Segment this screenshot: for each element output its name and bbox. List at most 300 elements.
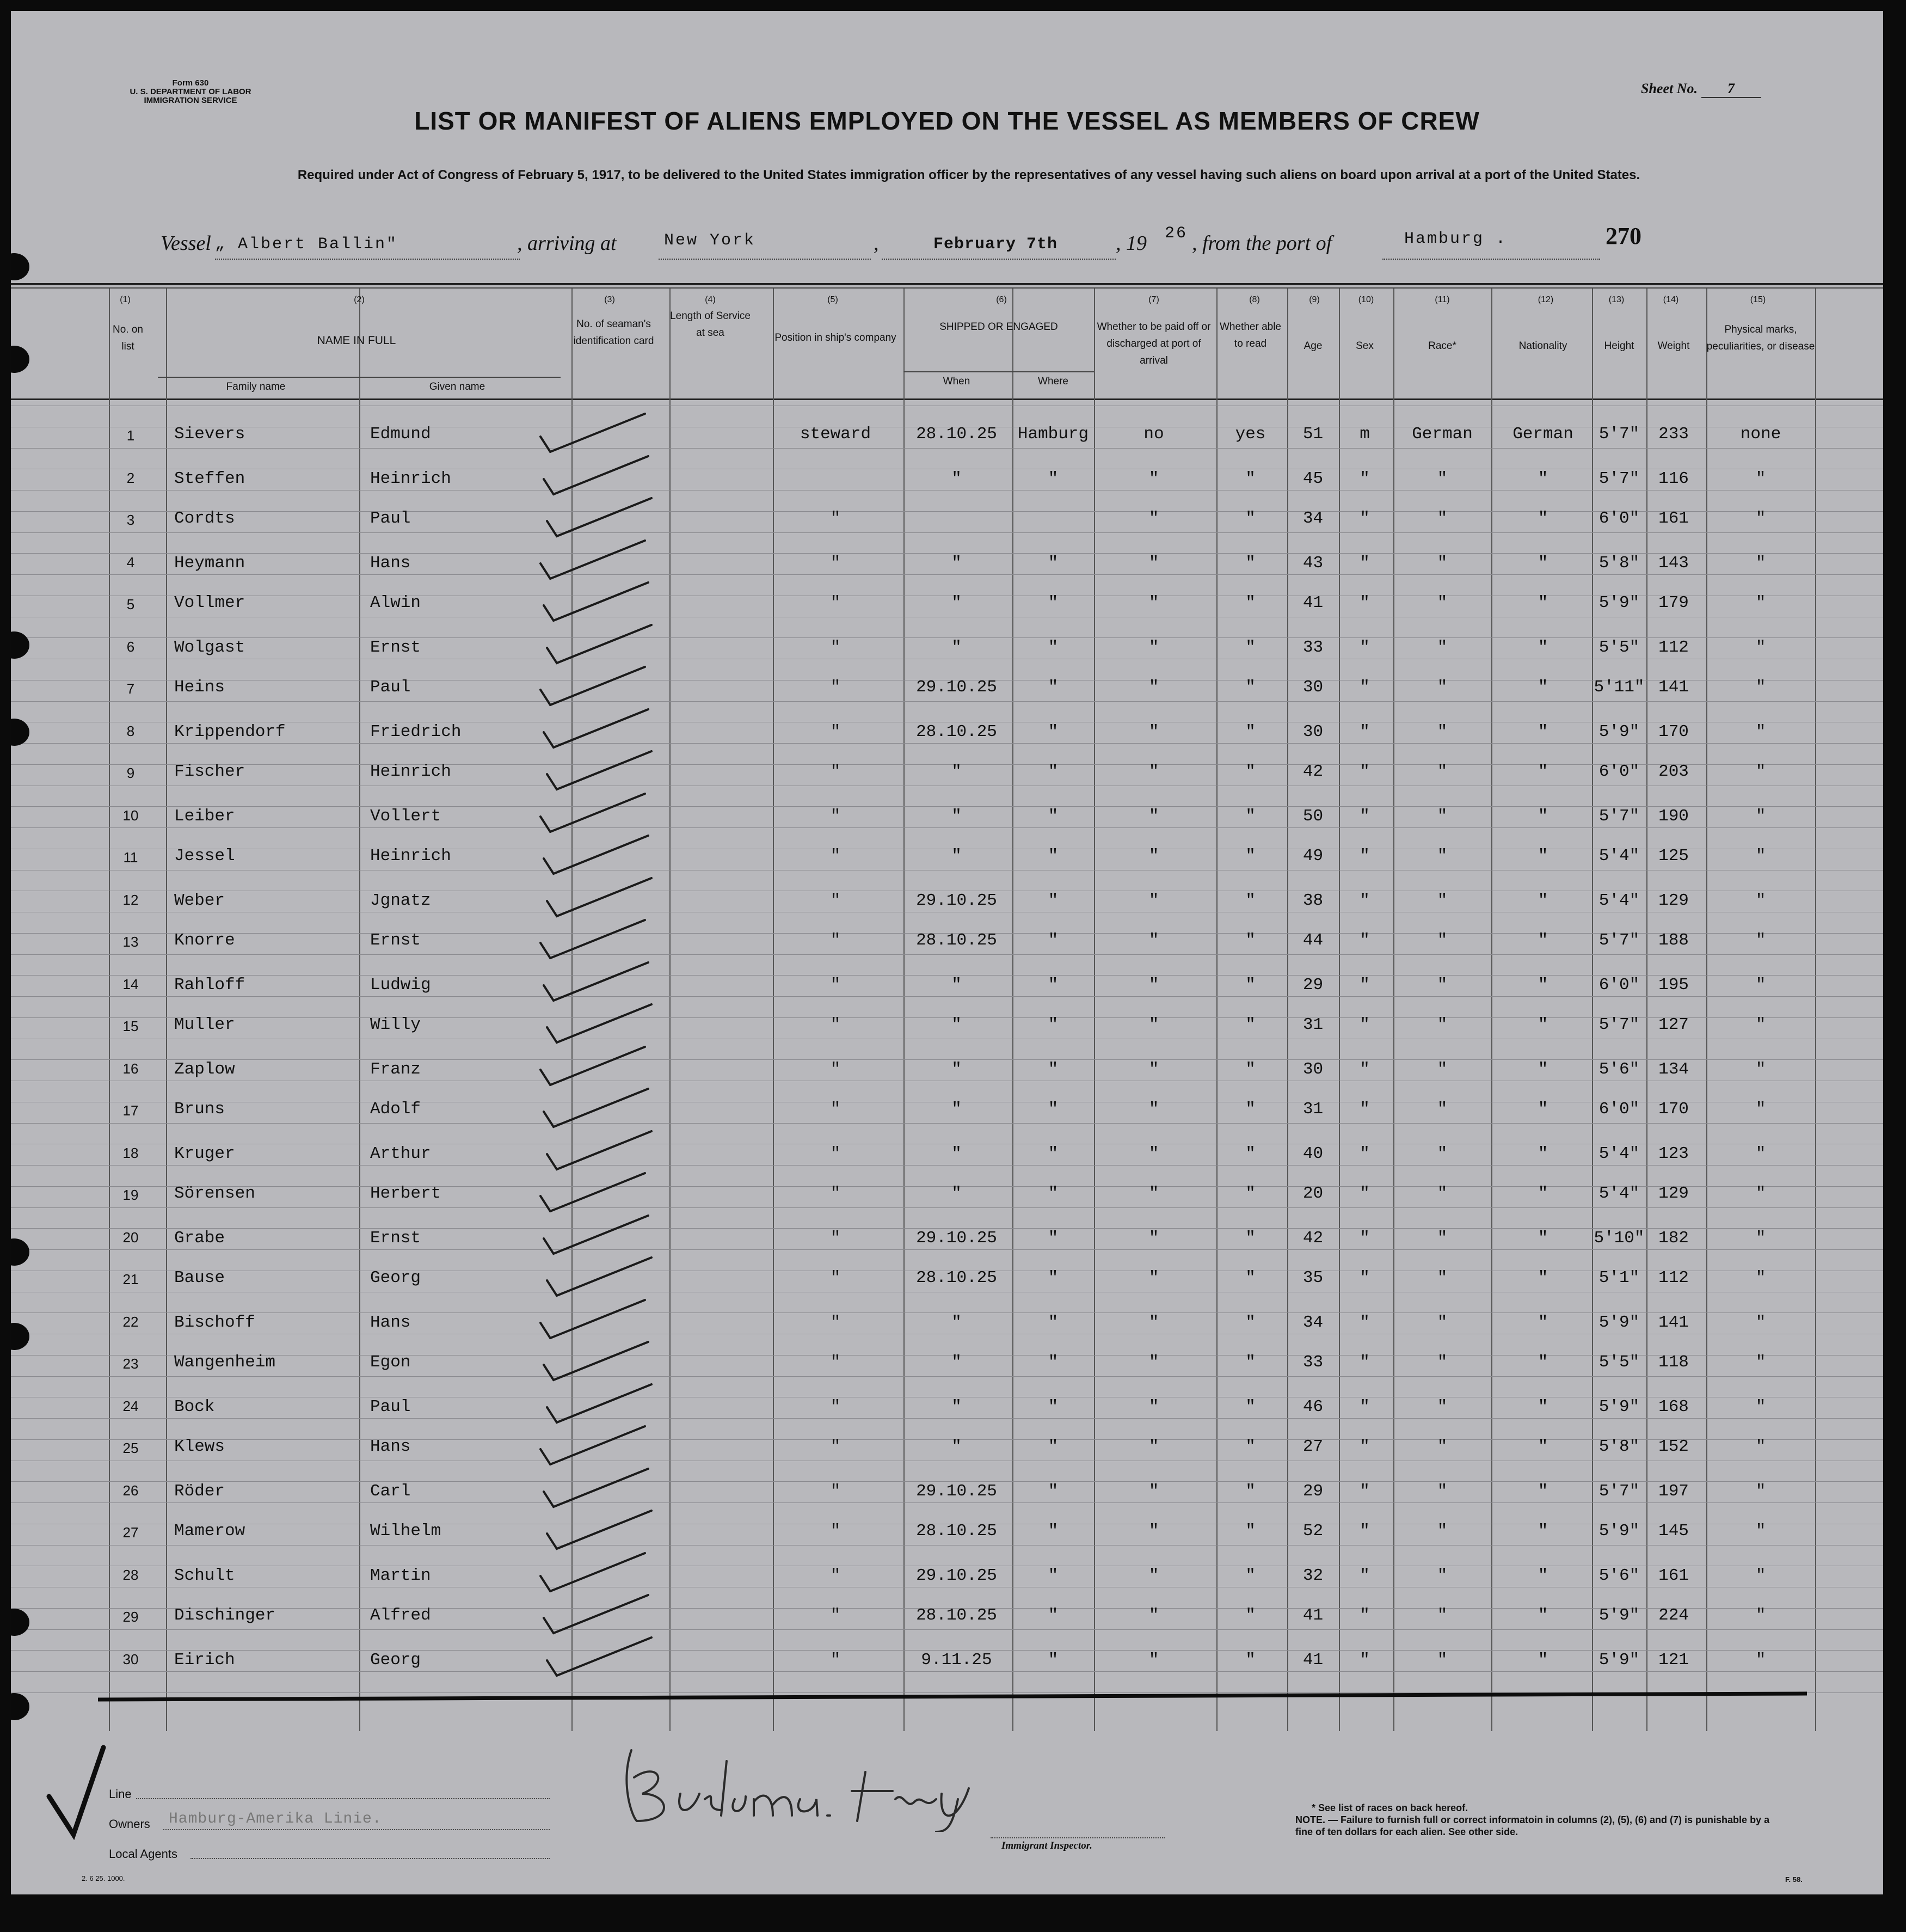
cell-sex: " (1360, 975, 1370, 995)
cell-weight: 141 (1658, 1312, 1689, 1332)
cell-race: " (1437, 1481, 1448, 1501)
col-physical-marks: Physical marks, peculiarities, or disease (1706, 324, 1815, 352)
row-number: 11 (123, 849, 138, 866)
cell-able-to-read: " (1245, 722, 1256, 741)
ruled-line (11, 1671, 1883, 1672)
local-agents-label: Local Agents (109, 1847, 177, 1861)
cell-able-to-read: " (1245, 1100, 1256, 1119)
cell-nationality: " (1538, 1650, 1548, 1670)
cell-nationality: " (1538, 1268, 1548, 1287)
cell-age: 30 (1302, 678, 1324, 697)
race-note: * See list of races on back hereof. (1312, 1802, 1468, 1813)
cell-sex: " (1360, 1437, 1370, 1456)
cell-race: " (1437, 1566, 1448, 1585)
cell-shipped-when: 29.10.25 (916, 1228, 997, 1248)
cell-nationality: " (1538, 847, 1548, 866)
colnum-10: (10) (1358, 295, 1374, 304)
cell-physical-marks: " (1755, 1650, 1766, 1670)
cell-family-name: Bock (174, 1397, 215, 1416)
column-rule (1216, 289, 1218, 1731)
cell-height: 5'6" (1598, 1059, 1640, 1079)
row-number: 24 (122, 1397, 139, 1414)
cell-nationality: " (1538, 1397, 1548, 1416)
cell-nationality: " (1538, 509, 1548, 528)
binder-hole-5 (11, 1238, 29, 1266)
cell-race: " (1437, 1184, 1448, 1203)
row-number: 16 (122, 1060, 139, 1077)
arrival-port: New York (664, 231, 756, 250)
cell-family-name: Leiber (174, 806, 235, 826)
cell-age: 41 (1302, 1606, 1324, 1625)
cell-physical-marks: " (1755, 637, 1766, 657)
vessel-name: „ Albert Ballin" (215, 235, 398, 254)
cell-paid-off: " (1148, 1100, 1159, 1119)
cell-paid-off: " (1148, 1059, 1159, 1079)
departure-underline (1382, 259, 1600, 260)
cell-sex: " (1360, 1312, 1370, 1332)
cell-nationality: " (1538, 1481, 1548, 1501)
cell-able-to-read: " (1245, 469, 1256, 488)
cell-race: " (1437, 762, 1448, 781)
cell-given-name: Alfred (370, 1606, 431, 1625)
inspector-underline (991, 1837, 1165, 1838)
ruled-line (11, 1502, 1883, 1503)
cell-physical-marks: " (1755, 1481, 1766, 1501)
cell-nationality: " (1538, 1606, 1548, 1625)
cell-paid-off: " (1148, 1015, 1159, 1034)
binder-hole-3 (11, 631, 29, 659)
cell-weight: 112 (1658, 637, 1689, 657)
cell-position: " (830, 1481, 841, 1501)
column-rule (773, 289, 774, 1731)
cell-weight: 112 (1658, 1268, 1689, 1287)
cell-race: " (1437, 847, 1448, 866)
cell-paid-off: " (1148, 1566, 1159, 1585)
cell-physical-marks: " (1755, 1397, 1766, 1416)
cell-age: 44 (1302, 931, 1324, 950)
cell-shipped-where: " (1048, 975, 1059, 995)
arrival-underline (659, 259, 871, 260)
cell-position: " (830, 1606, 841, 1625)
cell-sex: " (1360, 509, 1370, 528)
page-title: LIST OR MANIFEST OF ALIENS EMPLOYED ON THE VESSEL AS MEMBERS OF CREW (414, 107, 1480, 135)
ruled-line (11, 1629, 1883, 1630)
column-rule (1339, 289, 1340, 1731)
cell-race: " (1437, 1522, 1448, 1541)
cell-age: 43 (1302, 553, 1324, 573)
row-number: 13 (122, 934, 139, 950)
date-underline (882, 259, 1116, 260)
cell-height: 6'0" (1598, 509, 1640, 528)
cell-sex: " (1360, 1566, 1370, 1585)
cell-sex: " (1360, 1100, 1370, 1119)
cell-weight: 145 (1658, 1522, 1689, 1541)
cell-paid-off: " (1148, 1228, 1159, 1248)
cell-physical-marks: " (1755, 469, 1766, 488)
cell-paid-off: " (1148, 1481, 1159, 1501)
cell-able-to-read: " (1245, 847, 1256, 866)
row-number: 29 (122, 1609, 139, 1625)
cell-age: 29 (1302, 975, 1324, 995)
cell-family-name: Eirich (174, 1650, 235, 1670)
colnum-5: (5) (827, 295, 838, 304)
col-able-to-read: Whether able to read (1219, 321, 1281, 349)
cell-race: " (1437, 637, 1448, 657)
cell-height: 6'0" (1598, 1100, 1640, 1119)
col-when: When (943, 376, 970, 387)
cell-weight: 170 (1658, 722, 1689, 741)
cell-age: 30 (1302, 1059, 1324, 1079)
cell-given-name: Paul (370, 1397, 411, 1416)
colnum-13: (13) (1608, 295, 1625, 304)
owners-label: Owners (109, 1817, 150, 1831)
cell-weight: 224 (1658, 1606, 1689, 1625)
agents-underline (190, 1858, 550, 1859)
cell-weight: 134 (1658, 1059, 1689, 1079)
print-code: 2. 6 25. 1000. (82, 1874, 125, 1882)
cell-shipped-where: " (1048, 847, 1059, 866)
cell-able-to-read: " (1245, 1184, 1256, 1203)
ruled-line (11, 574, 1883, 575)
cell-physical-marks: " (1755, 553, 1766, 573)
cell-sex: " (1360, 678, 1370, 697)
cell-position: " (830, 1437, 841, 1456)
colnum-12: (12) (1538, 295, 1554, 304)
cell-weight: 121 (1658, 1650, 1689, 1670)
cell-sex: " (1360, 1353, 1370, 1372)
cell-height: 5'10" (1594, 1228, 1645, 1248)
cell-paid-off: " (1148, 1268, 1159, 1287)
cell-nationality: " (1538, 1015, 1548, 1034)
cell-race: " (1437, 1015, 1448, 1034)
cell-given-name: Edmund (370, 425, 431, 444)
cell-position: " (830, 1566, 841, 1585)
cell-family-name: Cordts (174, 509, 235, 528)
cell-family-name: Grabe (174, 1228, 225, 1248)
cell-nationality: " (1538, 891, 1548, 910)
line-underline (136, 1798, 550, 1799)
cell-physical-marks: " (1755, 762, 1766, 781)
row-number: 30 (122, 1651, 139, 1667)
cell-shipped-when: 29.10.25 (916, 891, 997, 910)
cell-able-to-read: " (1245, 1015, 1256, 1034)
cell-position: " (830, 847, 841, 866)
cell-age: 50 (1302, 806, 1324, 826)
col-where: Where (1038, 376, 1068, 387)
cell-family-name: Röder (174, 1481, 225, 1501)
cell-shipped-when: " (951, 1437, 962, 1456)
cell-physical-marks: " (1755, 722, 1766, 741)
row-number: 10 (122, 807, 139, 824)
cell-age: 31 (1302, 1100, 1324, 1119)
cell-given-name: Egon (370, 1353, 411, 1372)
owners-underline (163, 1829, 550, 1830)
vessel-label: Vessel (161, 232, 211, 255)
cell-height: 5'5" (1598, 637, 1640, 657)
cell-shipped-where: " (1048, 678, 1059, 697)
cell-given-name: Arthur (370, 1144, 431, 1163)
col-age: Age (1304, 340, 1323, 352)
row-number: 14 (122, 976, 139, 992)
row-number: 20 (122, 1229, 139, 1246)
cell-physical-marks: " (1755, 1268, 1766, 1287)
cell-nationality: " (1538, 975, 1548, 995)
cell-physical-marks: " (1755, 1353, 1766, 1372)
col-sex: Sex (1356, 340, 1374, 352)
binder-hole-1 (11, 253, 29, 280)
cell-height: 5'4" (1598, 1144, 1640, 1163)
cell-nationality: " (1538, 637, 1548, 657)
cell-weight: 195 (1658, 975, 1689, 995)
cell-given-name: Ludwig (370, 975, 431, 995)
cell-able-to-read: " (1245, 1228, 1256, 1248)
cell-able-to-read: " (1245, 806, 1256, 826)
cell-shipped-when: 28.10.25 (916, 722, 997, 741)
cell-age: 49 (1302, 847, 1324, 866)
cell-shipped-where: " (1048, 1268, 1059, 1287)
cell-position: " (830, 1397, 841, 1416)
cell-sex: " (1360, 553, 1370, 573)
cell-family-name: Muller (174, 1015, 235, 1034)
cell-able-to-read: " (1245, 1606, 1256, 1625)
cell-able-to-read: " (1245, 1059, 1256, 1079)
cell-position: steward (800, 425, 871, 444)
table-top-rule (11, 283, 1883, 285)
cell-physical-marks: " (1755, 891, 1766, 910)
cell-paid-off: " (1148, 1606, 1159, 1625)
cell-race: " (1437, 1268, 1448, 1287)
arrival-date: February 7th (933, 235, 1058, 254)
cell-given-name: Franz (370, 1059, 421, 1079)
cell-able-to-read: " (1245, 1144, 1256, 1163)
cell-given-name: Paul (370, 678, 411, 697)
cell-physical-marks: " (1755, 1100, 1766, 1119)
cell-paid-off: " (1148, 1184, 1159, 1203)
cell-shipped-where: " (1048, 1144, 1059, 1163)
cell-paid-off: " (1148, 891, 1159, 910)
cell-paid-off: " (1148, 1312, 1159, 1332)
cell-nationality: " (1538, 1059, 1548, 1079)
cell-given-name: Heinrich (370, 847, 451, 866)
column-rule (1094, 289, 1095, 1731)
cell-weight: 168 (1658, 1397, 1689, 1416)
ruled-line (11, 827, 1883, 828)
column-rule (1393, 289, 1394, 1731)
cell-given-name: Vollert (370, 806, 441, 826)
cell-given-name: Ernst (370, 1228, 421, 1248)
cell-physical-marks: " (1755, 1228, 1766, 1248)
cell-height: 5'9" (1598, 593, 1640, 612)
cell-family-name: Wolgast (174, 637, 245, 657)
cell-age: 34 (1302, 1312, 1324, 1332)
line-label: Line (109, 1787, 132, 1801)
cell-able-to-read: yes (1235, 425, 1266, 444)
cell-age: 38 (1302, 891, 1324, 910)
cell-sex: " (1360, 1059, 1370, 1079)
cell-height: 5'5" (1598, 1353, 1640, 1372)
sheet-number: 7 (1701, 81, 1761, 98)
cell-weight: 179 (1658, 593, 1689, 612)
cell-shipped-where: " (1048, 1566, 1059, 1585)
column-rule (1592, 289, 1593, 1731)
cell-shipped-when: " (951, 637, 962, 657)
cell-paid-off: " (1148, 1144, 1159, 1163)
cell-position: " (830, 509, 841, 528)
cell-weight: 125 (1658, 847, 1689, 866)
cell-shipped-when: 28.10.25 (916, 1268, 997, 1287)
cell-family-name: Vollmer (174, 593, 245, 612)
cell-age: 20 (1302, 1184, 1324, 1203)
cell-shipped-when: 28.10.25 (916, 931, 997, 950)
colnum-9: (9) (1309, 295, 1320, 304)
binder-hole-4 (11, 719, 29, 746)
cell-shipped-where: " (1048, 553, 1059, 573)
cell-position: " (830, 1144, 841, 1163)
cell-physical-marks: " (1755, 1015, 1766, 1034)
colnum-4: (4) (705, 295, 716, 304)
cell-race: " (1437, 1144, 1448, 1163)
cell-nationality: " (1538, 1228, 1548, 1248)
cell-family-name: Jessel (174, 847, 235, 866)
cell-nationality: " (1538, 1312, 1548, 1332)
col-name-in-full: NAME IN FULL (317, 334, 396, 347)
cell-physical-marks: " (1755, 509, 1766, 528)
colnum-14: (14) (1663, 295, 1679, 304)
colnum-3: (3) (604, 295, 615, 304)
cell-given-name: Alwin (370, 593, 421, 612)
cell-sex: " (1360, 847, 1370, 866)
column-rule (1012, 289, 1013, 1731)
col-paid-off: Whether to be paid off or discharged at port of arrival (1097, 321, 1211, 366)
from-port-label: , from the port of (1192, 232, 1332, 255)
cell-nationality: " (1538, 1566, 1548, 1585)
column-rule (903, 289, 905, 1731)
cell-able-to-read: " (1245, 637, 1256, 657)
cell-height: 5'8" (1598, 1437, 1640, 1456)
cell-family-name: Sievers (174, 425, 245, 444)
cell-age: 29 (1302, 1481, 1324, 1501)
inspector-label: Immigrant Inspector. (1001, 1840, 1092, 1851)
colnum-6: (6) (996, 295, 1007, 304)
row-number: 28 (122, 1566, 139, 1583)
ruled-line (11, 1207, 1883, 1208)
cell-age: 52 (1302, 1522, 1324, 1541)
cell-race: " (1437, 975, 1448, 995)
cell-age: 32 (1302, 1566, 1324, 1585)
column-rule (166, 289, 167, 1731)
cell-able-to-read: " (1245, 1437, 1256, 1456)
cell-shipped-when: " (951, 1397, 962, 1416)
cell-shipped-when: 29.10.25 (916, 1566, 997, 1585)
cell-physical-marks: " (1755, 1437, 1766, 1456)
row-number: 22 (122, 1313, 139, 1330)
binder-hole-8 (11, 1693, 29, 1720)
cell-shipped-when: 28.10.25 (916, 425, 997, 444)
fine-note: NOTE. — Failure to furnish full or correct informatoin in columns (2), (5), (6) and (7) is punishable by a fine of ten dollars for each alien. See other side. (1295, 1814, 1770, 1837)
cell-position: " (830, 1184, 841, 1203)
cell-nationality: German (1512, 425, 1573, 444)
manifest-sheet (11, 11, 1883, 1894)
ruled-line (11, 701, 1883, 702)
cell-age: 31 (1302, 1015, 1324, 1034)
cell-position: " (830, 1100, 841, 1119)
cell-position: " (830, 553, 841, 573)
cell-shipped-where: " (1048, 637, 1059, 657)
cell-able-to-read: " (1245, 678, 1256, 697)
cell-age: 46 (1302, 1397, 1324, 1416)
cell-age: 34 (1302, 509, 1324, 528)
cell-position: " (830, 1015, 841, 1034)
cell-shipped-where: " (1048, 1522, 1059, 1541)
cell-age: 42 (1302, 762, 1324, 781)
cell-physical-marks: " (1755, 1522, 1766, 1541)
row-number: 6 (126, 638, 135, 655)
cell-shipped-when: " (951, 975, 962, 995)
cell-given-name: Ernst (370, 931, 421, 950)
cell-family-name: Zaplow (174, 1059, 235, 1079)
large-check-mark-icon (44, 1742, 120, 1840)
cell-shipped-when: " (951, 1100, 962, 1119)
cell-family-name: Kruger (174, 1144, 235, 1163)
cell-weight: 129 (1658, 1184, 1689, 1203)
cell-shipped-where: " (1048, 1606, 1059, 1625)
cell-physical-marks: " (1755, 847, 1766, 866)
cell-weight: 188 (1658, 931, 1689, 950)
cell-race: " (1437, 1228, 1448, 1248)
cell-paid-off: " (1148, 1650, 1159, 1670)
cell-family-name: Steffen (174, 469, 245, 488)
cell-sex: " (1360, 637, 1370, 657)
column-rule (1646, 289, 1647, 1731)
cell-given-name: Martin (370, 1566, 431, 1585)
cell-height: 5'7" (1598, 425, 1640, 444)
cell-able-to-read: " (1245, 553, 1256, 573)
cell-shipped-when: 28.10.25 (916, 1606, 997, 1625)
cell-shipped-when: " (951, 593, 962, 612)
year-suffix: 26 (1165, 224, 1188, 243)
cell-height: 5'1" (1598, 1268, 1640, 1287)
cell-height: 5'11" (1594, 678, 1645, 697)
cell-given-name: Heinrich (370, 762, 451, 781)
column-rule (1491, 289, 1492, 1731)
cell-shipped-where: " (1048, 931, 1059, 950)
cell-sex: " (1360, 931, 1370, 950)
sheet-label: Sheet No. (1641, 81, 1698, 96)
cell-physical-marks: " (1755, 1566, 1766, 1585)
cell-shipped-where: " (1048, 806, 1059, 826)
cell-height: 5'4" (1598, 891, 1640, 910)
cell-given-name: Herbert (370, 1184, 441, 1203)
cell-position: " (830, 1059, 841, 1079)
cell-shipped-where: " (1048, 469, 1059, 488)
cell-shipped-where: " (1048, 891, 1059, 910)
cell-given-name: Wilhelm (370, 1522, 441, 1541)
colnum-15: (15) (1750, 295, 1766, 304)
print-code-right: F. 58. (1785, 1875, 1803, 1884)
cell-position: " (830, 1522, 841, 1541)
col-shipped-engaged: SHIPPED OR ENGAGED (939, 321, 1058, 333)
cell-height: 5'9" (1598, 722, 1640, 741)
cell-nationality: " (1538, 1184, 1548, 1203)
cell-weight: 129 (1658, 891, 1689, 910)
cell-sex: " (1360, 1184, 1370, 1203)
cell-race: " (1437, 1059, 1448, 1079)
cell-physical-marks: " (1755, 806, 1766, 826)
shipped-divider (903, 371, 1094, 372)
cell-physical-marks: " (1755, 1059, 1766, 1079)
cell-nationality: " (1538, 762, 1548, 781)
cell-sex: " (1360, 1397, 1370, 1416)
